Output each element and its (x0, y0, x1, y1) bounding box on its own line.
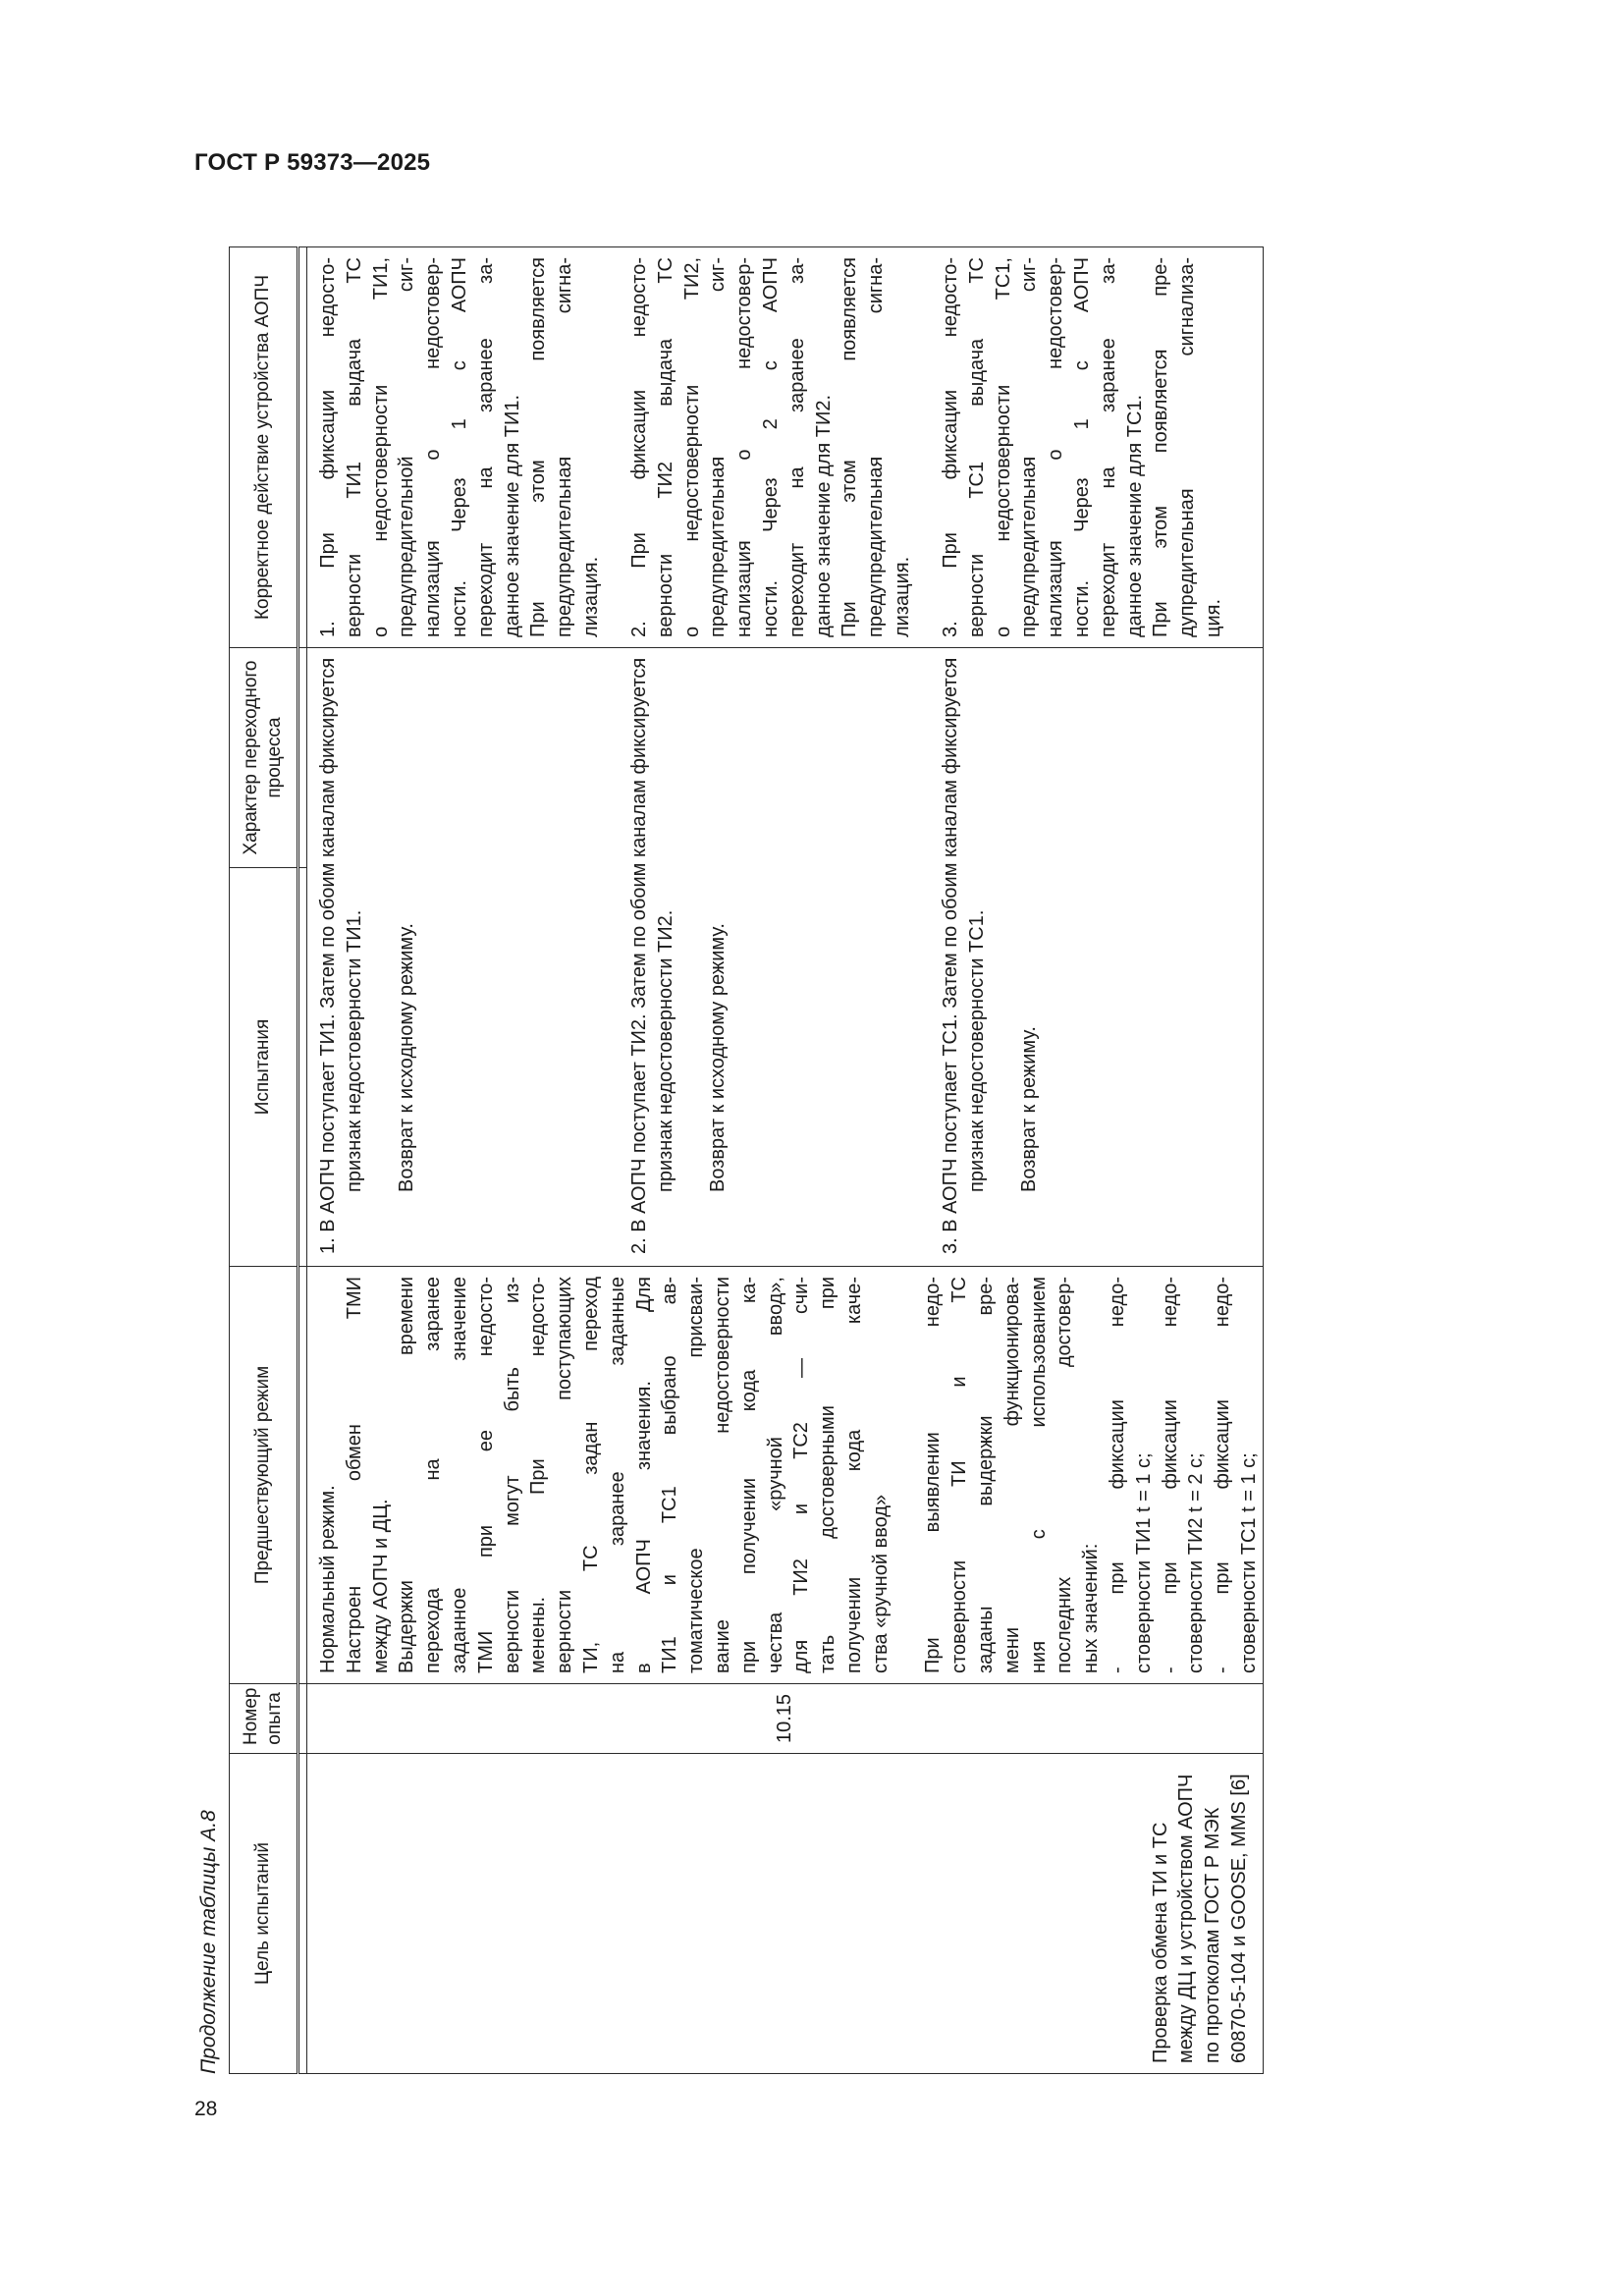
previous-mode-line: Настроен обмен ТМИ (343, 1277, 365, 1673)
corrective-2-line: 2. При фиксации недосто- (628, 257, 650, 637)
corrective-3-line: переходит на заранее за- (1097, 257, 1119, 637)
previous-mode-line: томатическое присваи- (685, 1277, 708, 1673)
page-number: 28 (194, 2098, 218, 2120)
header-separator-row (298, 247, 307, 2074)
previous-mode-line: стоверности ТИ2 t = 2 с; (1185, 1452, 1208, 1673)
previous-mode-line: мени функционирова- (1001, 1277, 1023, 1673)
document-code: ГОСТ Р 59373—2025 (194, 149, 431, 176)
previous-mode-line: При выявлении недо- (922, 1277, 945, 1673)
corrective-3-line: 3. При фиксации недосто- (940, 257, 961, 637)
previous-mode-line: на заранее заданные (606, 1277, 628, 1673)
previous-mode-line: стоверности ТИ1 t = 1 с; (1132, 1452, 1155, 1673)
previous-mode-line: перехода на заранее (422, 1277, 445, 1673)
previous-mode-line: менены. При недосто- (527, 1277, 550, 1673)
corrective-2-line: данное значение для ТИ2. (812, 394, 835, 637)
test-step-3-return: Возврат к режиму. (1017, 1026, 1040, 1192)
corrective-3-line: ности. Через 1 с АОПЧ (1070, 257, 1093, 637)
previous-mode-cell (307, 1267, 1264, 1684)
corrective-1-line: 1. При фиксации недосто- (317, 257, 339, 637)
previous-mode-line (894, 1277, 921, 1673)
test-step-1 (315, 657, 626, 1254)
test-step-1-return: Возврат к исходному режиму. (395, 923, 417, 1192)
corrective-2-line: При этом появляется (839, 257, 861, 637)
previous-mode-line: ТМИ при ее недосто- (474, 1277, 497, 1673)
table-header-row (230, 247, 298, 2074)
test-step-3 (938, 657, 1249, 1254)
rotated-table-block (189, 247, 1350, 2074)
corrective-3-line: При этом появляется пре- (1150, 257, 1172, 637)
previous-mode-line: в АОПЧ значения. Для (632, 1277, 655, 1673)
previous-mode-line: заданы выдержки вре- (974, 1277, 997, 1673)
corrective-2-line: ности. Через 2 с АОПЧ (759, 257, 782, 637)
test-step-3-line2: признак недостоверности ТС1. (965, 909, 988, 1192)
corrective-1-line: предупредительная сигна- (554, 257, 576, 637)
previous-mode-line: ства «ручной ввод» (869, 1494, 892, 1673)
corrective-step-3 (938, 257, 1249, 637)
corrective-1-line: При этом появляется (527, 257, 550, 637)
corrective-1-line: нализация о недостовер- (422, 257, 445, 637)
previous-mode-line: ТИ1 и ТС1 выбрано ав- (659, 1277, 681, 1673)
previous-mode-line: ТИ, ТС задан переход (579, 1277, 602, 1673)
corrective-3-line: предупредительная сиг- (1018, 257, 1041, 637)
table-caption: Продолжение таблицы А.8 (197, 1810, 220, 2074)
corrective-2-line: о недостоверности ТИ2, (680, 257, 703, 637)
previous-mode-line: вание недостоверности (711, 1277, 733, 1673)
corrective-1-line: ности. Через 1 с АОПЧ (448, 257, 470, 637)
corrective-2-line: лизация. (891, 556, 913, 637)
test-step-1-line2: признак недостоверности ТИ1. (343, 909, 365, 1192)
previous-mode-line: стоверности ТИ и ТС (948, 1277, 971, 1673)
corrective-3-line: нализация о недостовер- (1045, 257, 1067, 637)
previous-mode-line: верности могут быть из- (501, 1277, 523, 1673)
test-table (229, 246, 1264, 2074)
table-row (307, 247, 1264, 2074)
corrective-step-2 (626, 257, 938, 637)
test-step-1-line1: 1. В АОПЧ поступает ТИ1. Затем по обоим каналам фиксируется (317, 657, 339, 1254)
corrective-1-line: верности ТИ1 выдача ТС (343, 257, 365, 637)
corrective-3-line: ция. (1202, 598, 1224, 637)
test-step-2-return: Возврат к исходному режиму. (706, 923, 729, 1192)
goal-cell: Проверка обмена ТИ и ТС между ДЦ и устройством АОПЧ по протоколам ГОСТ Р МЭК 60870-5-104 и GOOSE, MMS [6] (307, 1754, 1264, 2074)
previous-mode-line: заданное значение (448, 1277, 470, 1673)
corrective-3-line: дупредительная сигнализа- (1176, 257, 1199, 637)
previous-mode-line: чества «ручной ввод», (764, 1277, 786, 1673)
corrective-2-line: предупредительная сигна- (865, 257, 888, 637)
header-tests: Испытания (230, 868, 298, 1267)
header-transient: Характер переходного процесса (230, 648, 298, 868)
previous-mode-line: - при фиксации недо- (1106, 1277, 1128, 1673)
previous-mode-line: между АОПЧ и ДЦ. (369, 1499, 392, 1673)
corrective-3-line: данное значение для ТС1. (1123, 394, 1146, 637)
previous-mode-line: - при фиксации недо- (1212, 1277, 1234, 1673)
corrective-cell (307, 247, 1264, 648)
corrective-3-line: о недостоверности ТС1, (992, 257, 1014, 637)
corrective-1-line: лизация. (579, 556, 602, 637)
previous-mode-line: - при фиксации недо- (1159, 1277, 1181, 1673)
header-corrective: Корректное действие устройства АОПЧ (230, 247, 298, 648)
previous-mode-line: стоверности ТС1 t = 1 с; (1237, 1452, 1260, 1673)
corrective-1-line: о недостоверности ТИ1, (369, 257, 392, 637)
test-step-3-line1: 3. В АОПЧ поступает ТС1. Затем по обоим каналам фиксируется (940, 657, 961, 1254)
header-previous-mode: Предшествующий режим (230, 1267, 298, 1684)
corrective-1-line: переходит на заранее за- (474, 257, 497, 637)
corrective-2-line: нализация о недостовер- (733, 257, 756, 637)
previous-mode-line: последних достовер- (1054, 1277, 1076, 1673)
corrective-1-line: данное значение для ТИ1. (501, 394, 523, 637)
corrective-step-1 (315, 257, 626, 637)
header-goal: Цель испытаний (230, 1754, 298, 2074)
corrective-2-line: предупредительная сиг- (707, 257, 730, 637)
previous-mode-line: при получении кода ка- (737, 1277, 760, 1673)
corrective-2-line: верности ТИ2 выдача ТС (654, 257, 676, 637)
previous-mode-line: тать достоверными при (817, 1277, 839, 1673)
previous-mode-line: для ТИ2 и ТС2 — счи- (790, 1277, 813, 1673)
test-step-2-line2: признак недостоверности ТИ2. (654, 909, 676, 1192)
corrective-2-line: переходит на заранее за- (785, 257, 808, 637)
test-step-2-line1: 2. В АОПЧ поступает ТИ2. Затем по обоим каналам фиксируется (628, 657, 650, 1254)
number-cell: 10.15 (307, 1684, 1264, 1754)
previous-mode-line: Выдержки времени (396, 1277, 418, 1673)
header-number: Номер опыта (230, 1684, 298, 1754)
corrective-3-line: верности ТС1 выдача ТС (965, 257, 988, 637)
previous-mode-line: верности поступающих (554, 1277, 576, 1673)
corrective-1-line: предупредительной сиг- (396, 257, 418, 637)
previous-mode-line: ния с использованием (1027, 1277, 1050, 1673)
previous-mode-line: Нормальный режим. (317, 1485, 339, 1673)
previous-mode-line: ных значений: (1080, 1543, 1103, 1673)
previous-mode-line: получении кода каче- (842, 1277, 865, 1673)
tests-cell (307, 648, 1264, 1267)
test-step-2 (626, 657, 938, 1254)
